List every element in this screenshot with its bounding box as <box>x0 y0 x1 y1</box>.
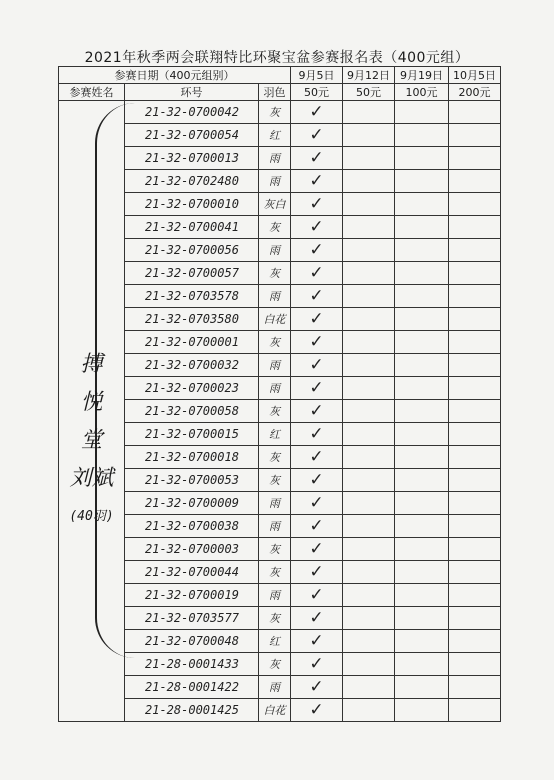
table-row <box>59 193 501 216</box>
name-char: 堂 <box>80 428 103 453</box>
ring-number: 21-32-0700041 <box>145 220 239 234</box>
checkmark-icon: ✓ <box>309 493 324 513</box>
empty-date-cell <box>395 262 449 285</box>
ring-column-header: 环号 <box>125 84 259 101</box>
header-row-columns <box>59 84 501 101</box>
fee-header: 50元 <box>291 84 343 101</box>
ring-number-cell <box>125 216 259 239</box>
name-column-header: 参赛姓名 <box>59 84 125 101</box>
empty-date-cell <box>449 492 501 515</box>
table-row <box>59 676 501 699</box>
checkmark-icon: ✓ <box>309 355 324 375</box>
ring-number: 21-32-0700009 <box>145 496 239 510</box>
ring-number: 21-32-0700018 <box>145 450 239 464</box>
ring-number-cell <box>125 377 259 400</box>
ring-number: 21-32-0700038 <box>145 519 239 533</box>
ring-number: 21-32-0700010 <box>145 197 239 211</box>
table-row <box>59 561 501 584</box>
empty-date-cell <box>449 285 501 308</box>
feather-color: 雨 <box>269 589 280 602</box>
ring-number: 21-32-0700015 <box>145 427 239 441</box>
empty-date-cell <box>395 699 449 722</box>
feather-color-cell <box>259 354 291 377</box>
date-header: 9月19日 <box>395 67 449 84</box>
sep5-check-cell <box>291 400 343 423</box>
checkmark-icon: ✓ <box>309 608 324 628</box>
checkmark-icon: ✓ <box>309 286 324 306</box>
feather-color: 灰 <box>269 451 280 464</box>
table-row <box>59 285 501 308</box>
empty-date-cell <box>343 354 395 377</box>
empty-date-cell <box>449 561 501 584</box>
checkmark-icon: ✓ <box>309 217 324 237</box>
ring-number: 21-32-0700001 <box>145 335 239 349</box>
ring-number-cell <box>125 446 259 469</box>
ring-number: 21-32-0700053 <box>145 473 239 487</box>
date-label: 参赛日期（400元组别） <box>59 67 291 84</box>
feather-color: 灰 <box>269 474 280 487</box>
sep5-check-cell <box>291 653 343 676</box>
empty-date-cell <box>343 262 395 285</box>
sep5-check-cell <box>291 561 343 584</box>
checkmark-icon: ✓ <box>309 401 324 421</box>
table-row <box>59 170 501 193</box>
sep5-check-cell <box>291 446 343 469</box>
feather-color: 灰 <box>269 658 280 671</box>
empty-date-cell <box>449 446 501 469</box>
table-row <box>59 147 501 170</box>
sep5-check-cell <box>291 308 343 331</box>
checkmark-icon: ✓ <box>309 309 324 329</box>
empty-date-cell <box>343 308 395 331</box>
table-row <box>59 607 501 630</box>
checkmark-icon: ✓ <box>309 148 324 168</box>
empty-date-cell <box>395 193 449 216</box>
sep5-check-cell <box>291 584 343 607</box>
feather-color-cell <box>259 630 291 653</box>
empty-date-cell <box>395 676 449 699</box>
feather-color-cell <box>259 538 291 561</box>
ring-number: 21-32-0700042 <box>145 105 239 119</box>
feather-color: 白花 <box>263 313 286 326</box>
ring-number: 21-28-0001425 <box>145 703 239 717</box>
checkmark-icon: ✓ <box>309 240 324 260</box>
sep5-check-cell <box>291 423 343 446</box>
ring-number: 21-32-0700058 <box>145 404 239 418</box>
empty-date-cell <box>395 239 449 262</box>
empty-date-cell <box>449 216 501 239</box>
ring-number-cell <box>125 285 259 308</box>
sep5-check-cell <box>291 676 343 699</box>
feather-color: 灰白 <box>263 198 286 211</box>
empty-date-cell <box>395 446 449 469</box>
ring-number-cell <box>125 676 259 699</box>
empty-date-cell <box>449 538 501 561</box>
date-header: 10月5日 <box>449 67 501 84</box>
ring-number-cell <box>125 101 259 124</box>
ring-number: 21-32-0703580 <box>145 312 239 326</box>
feather-color-cell <box>259 216 291 239</box>
sep5-check-cell <box>291 469 343 492</box>
empty-date-cell <box>395 607 449 630</box>
checkmark-icon: ✓ <box>309 332 324 352</box>
feather-color: 灰 <box>269 336 280 349</box>
checkmark-icon: ✓ <box>309 562 324 582</box>
sep5-check-cell <box>291 216 343 239</box>
ring-number-cell <box>125 354 259 377</box>
empty-date-cell <box>449 400 501 423</box>
sep5-check-cell <box>291 377 343 400</box>
empty-date-cell <box>343 377 395 400</box>
fee-header: 200元 <box>449 84 501 101</box>
feather-color-cell <box>259 377 291 400</box>
empty-date-cell <box>343 515 395 538</box>
empty-date-cell <box>395 400 449 423</box>
ring-number-cell <box>125 308 259 331</box>
feather-color-cell <box>259 239 291 262</box>
empty-date-cell <box>395 630 449 653</box>
checkmark-icon: ✓ <box>309 447 324 467</box>
date-header: 9月12日 <box>343 67 395 84</box>
empty-date-cell <box>449 699 501 722</box>
ring-number: 21-32-0703577 <box>145 611 239 625</box>
feather-color: 雨 <box>269 520 280 533</box>
feather-color-cell <box>259 561 291 584</box>
ring-number-cell <box>125 193 259 216</box>
feather-color: 雨 <box>269 382 280 395</box>
empty-date-cell <box>395 469 449 492</box>
feather-color-cell <box>259 515 291 538</box>
feather-color: 雨 <box>269 290 280 303</box>
ring-number-cell <box>125 561 259 584</box>
ring-number: 21-32-0700044 <box>145 565 239 579</box>
empty-date-cell <box>449 239 501 262</box>
empty-date-cell <box>343 124 395 147</box>
ring-number: 21-28-0001433 <box>145 657 239 671</box>
feather-color: 雨 <box>269 359 280 372</box>
feather-color-cell <box>259 101 291 124</box>
empty-date-cell <box>343 147 395 170</box>
empty-date-cell <box>343 239 395 262</box>
feather-color-cell <box>259 584 291 607</box>
ring-number: 21-32-0702480 <box>145 174 239 188</box>
name-char: 刘斌 <box>69 466 114 491</box>
empty-date-cell <box>395 216 449 239</box>
table-row <box>59 538 501 561</box>
bird-count-note: (40羽) <box>69 509 114 524</box>
empty-date-cell <box>343 101 395 124</box>
table-row <box>59 377 501 400</box>
empty-date-cell <box>449 354 501 377</box>
feather-color: 灰 <box>269 405 280 418</box>
empty-date-cell <box>395 285 449 308</box>
empty-date-cell <box>395 538 449 561</box>
empty-date-cell <box>395 147 449 170</box>
table-row <box>59 515 501 538</box>
checkmark-icon: ✓ <box>309 263 324 283</box>
feather-color: 红 <box>269 428 280 441</box>
ring-number-cell <box>125 653 259 676</box>
empty-date-cell <box>395 308 449 331</box>
empty-date-cell <box>449 584 501 607</box>
feather-color: 雨 <box>269 244 280 257</box>
sep5-check-cell <box>291 699 343 722</box>
checkmark-icon: ✓ <box>309 700 324 720</box>
table-row <box>59 400 501 423</box>
empty-date-cell <box>395 492 449 515</box>
sep5-check-cell <box>291 147 343 170</box>
empty-date-cell <box>343 676 395 699</box>
sep5-check-cell <box>291 285 343 308</box>
ring-number-cell <box>125 492 259 515</box>
participant-name <box>59 346 124 536</box>
empty-date-cell <box>343 193 395 216</box>
fee-header: 100元 <box>395 84 449 101</box>
ring-number-cell <box>125 607 259 630</box>
table-row <box>59 308 501 331</box>
ring-number-cell <box>125 515 259 538</box>
date-header: 9月5日 <box>291 67 343 84</box>
empty-date-cell <box>343 630 395 653</box>
checkmark-icon: ✓ <box>309 125 324 145</box>
table-row <box>59 446 501 469</box>
ring-number: 21-32-0700057 <box>145 266 239 280</box>
empty-date-cell <box>343 331 395 354</box>
empty-date-cell <box>395 331 449 354</box>
feather-color: 灰 <box>269 221 280 234</box>
table-row <box>59 699 501 722</box>
ring-number-cell <box>125 630 259 653</box>
participant-name-cell <box>59 101 125 722</box>
empty-date-cell <box>343 607 395 630</box>
table-row <box>59 469 501 492</box>
empty-date-cell <box>449 124 501 147</box>
ring-number: 21-32-0703578 <box>145 289 239 303</box>
ring-number: 21-32-0700054 <box>145 128 239 142</box>
ring-number-cell <box>125 124 259 147</box>
table-row <box>59 423 501 446</box>
fee-header: 50元 <box>343 84 395 101</box>
feather-color: 雨 <box>269 152 280 165</box>
table-row <box>59 216 501 239</box>
table-row <box>59 262 501 285</box>
empty-date-cell <box>449 147 501 170</box>
empty-date-cell <box>343 469 395 492</box>
checkmark-icon: ✓ <box>309 378 324 398</box>
table-row <box>59 101 501 124</box>
sep5-check-cell <box>291 101 343 124</box>
feather-color-cell <box>259 653 291 676</box>
empty-date-cell <box>449 423 501 446</box>
empty-date-cell <box>449 331 501 354</box>
empty-date-cell <box>343 492 395 515</box>
empty-date-cell <box>449 676 501 699</box>
color-column-header: 羽色 <box>259 84 291 101</box>
empty-date-cell <box>343 561 395 584</box>
empty-date-cell <box>395 584 449 607</box>
ring-number: 21-32-0700023 <box>145 381 239 395</box>
empty-date-cell <box>449 607 501 630</box>
ring-number-cell <box>125 423 259 446</box>
empty-date-cell <box>343 699 395 722</box>
feather-color-cell <box>259 331 291 354</box>
checkmark-icon: ✓ <box>309 677 324 697</box>
table-row <box>59 653 501 676</box>
sep5-check-cell <box>291 193 343 216</box>
feather-color: 灰 <box>269 543 280 556</box>
feather-color-cell <box>259 400 291 423</box>
feather-color: 灰 <box>269 106 280 119</box>
checkmark-icon: ✓ <box>309 539 324 559</box>
feather-color-cell <box>259 676 291 699</box>
feather-color: 红 <box>269 635 280 648</box>
feather-color-cell <box>259 699 291 722</box>
ring-number: 21-32-0700019 <box>145 588 239 602</box>
feather-color: 灰 <box>269 566 280 579</box>
empty-date-cell <box>449 515 501 538</box>
empty-date-cell <box>395 170 449 193</box>
ring-number: 21-28-0001422 <box>145 680 239 694</box>
feather-color: 白花 <box>263 704 286 717</box>
sep5-check-cell <box>291 354 343 377</box>
table-row <box>59 354 501 377</box>
feather-color-cell <box>259 308 291 331</box>
empty-date-cell <box>343 446 395 469</box>
sep5-check-cell <box>291 331 343 354</box>
checkmark-icon: ✓ <box>309 102 324 122</box>
checkmark-icon: ✓ <box>309 654 324 674</box>
feather-color-cell <box>259 607 291 630</box>
checkmark-icon: ✓ <box>309 194 324 214</box>
feather-color-cell <box>259 423 291 446</box>
ring-number-cell <box>125 147 259 170</box>
header-row-dates <box>59 67 501 84</box>
feather-color-cell <box>259 170 291 193</box>
empty-date-cell <box>343 400 395 423</box>
name-char: 搏 <box>80 352 103 377</box>
empty-date-cell <box>449 653 501 676</box>
table-row <box>59 630 501 653</box>
empty-date-cell <box>395 515 449 538</box>
empty-date-cell <box>343 653 395 676</box>
table-row <box>59 124 501 147</box>
feather-color-cell <box>259 446 291 469</box>
ring-number: 21-32-0700048 <box>145 634 239 648</box>
ring-number-cell <box>125 170 259 193</box>
sep5-check-cell <box>291 607 343 630</box>
checkmark-icon: ✓ <box>309 171 324 191</box>
empty-date-cell <box>395 101 449 124</box>
sep5-check-cell <box>291 630 343 653</box>
sep5-check-cell <box>291 124 343 147</box>
empty-date-cell <box>395 653 449 676</box>
feather-color: 雨 <box>269 175 280 188</box>
checkmark-icon: ✓ <box>309 470 324 490</box>
empty-date-cell <box>395 124 449 147</box>
empty-date-cell <box>343 538 395 561</box>
ring-number-cell <box>125 584 259 607</box>
empty-date-cell <box>449 170 501 193</box>
empty-date-cell <box>449 193 501 216</box>
ring-number-cell <box>125 538 259 561</box>
sep5-check-cell <box>291 492 343 515</box>
name-char: 悦 <box>80 390 103 415</box>
checkmark-icon: ✓ <box>309 424 324 444</box>
table-row <box>59 239 501 262</box>
feather-color-cell <box>259 124 291 147</box>
empty-date-cell <box>395 423 449 446</box>
feather-color-cell <box>259 262 291 285</box>
empty-date-cell <box>449 469 501 492</box>
sep5-check-cell <box>291 515 343 538</box>
checkmark-icon: ✓ <box>309 516 324 536</box>
ring-number-cell <box>125 400 259 423</box>
table-row <box>59 331 501 354</box>
feather-color-cell <box>259 193 291 216</box>
empty-date-cell <box>449 101 501 124</box>
ring-number: 21-32-0700013 <box>145 151 239 165</box>
ring-number: 21-32-0700056 <box>145 243 239 257</box>
ring-number-cell <box>125 239 259 262</box>
empty-date-cell <box>343 285 395 308</box>
empty-date-cell <box>395 377 449 400</box>
ring-number: 21-32-0700003 <box>145 542 239 556</box>
feather-color: 灰 <box>269 612 280 625</box>
ring-number-cell <box>125 262 259 285</box>
sep5-check-cell <box>291 538 343 561</box>
ring-number: 21-32-0700032 <box>145 358 239 372</box>
empty-date-cell <box>449 377 501 400</box>
empty-date-cell <box>343 423 395 446</box>
empty-date-cell <box>343 216 395 239</box>
ring-number-cell <box>125 699 259 722</box>
empty-date-cell <box>449 308 501 331</box>
feather-color: 雨 <box>269 681 280 694</box>
feather-color-cell <box>259 285 291 308</box>
registration-table <box>58 66 501 722</box>
table-row <box>59 492 501 515</box>
sep5-check-cell <box>291 170 343 193</box>
empty-date-cell <box>449 630 501 653</box>
checkmark-icon: ✓ <box>309 631 324 651</box>
checkmark-icon: ✓ <box>309 585 324 605</box>
empty-date-cell <box>343 584 395 607</box>
table-row <box>59 584 501 607</box>
feather-color-cell <box>259 147 291 170</box>
ring-number-cell <box>125 469 259 492</box>
empty-date-cell <box>395 561 449 584</box>
sep5-check-cell <box>291 262 343 285</box>
feather-color: 雨 <box>269 497 280 510</box>
feather-color-cell <box>259 492 291 515</box>
sep5-check-cell <box>291 239 343 262</box>
empty-date-cell <box>449 262 501 285</box>
empty-date-cell <box>395 354 449 377</box>
feather-color-cell <box>259 469 291 492</box>
empty-date-cell <box>343 170 395 193</box>
form-title: 2021年秋季两会联翔特比环聚宝盆参赛报名表（400元组） <box>84 50 470 66</box>
feather-color: 灰 <box>269 267 280 280</box>
feather-color: 红 <box>269 129 280 142</box>
ring-number-cell <box>125 331 259 354</box>
